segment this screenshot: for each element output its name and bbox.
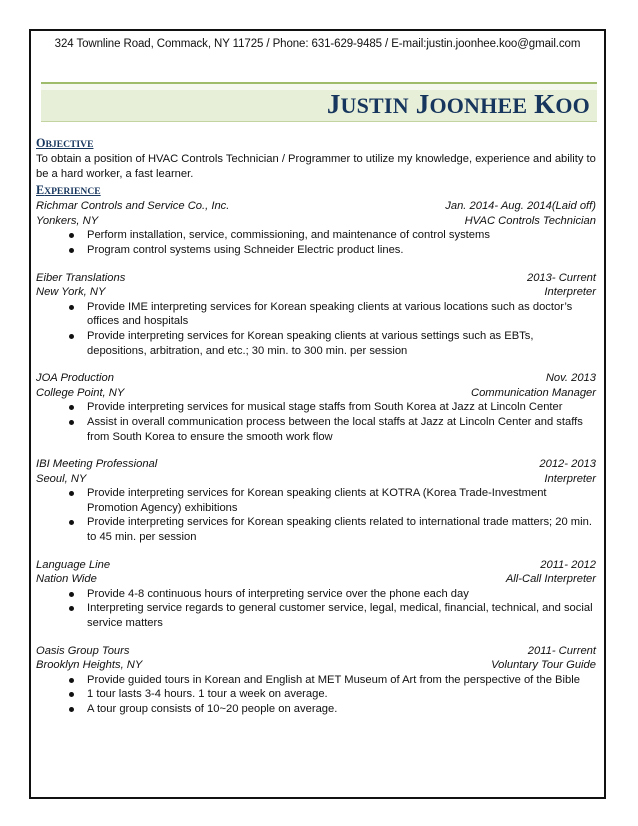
job-dates: Jan. 2014- Aug. 2014(Laid off)	[445, 200, 596, 213]
job-header-row	[36, 271, 596, 286]
bullet-item: Provide interpreting services for Korean speaking clients related to international trade matters; 20 min. to 45 min. per session	[87, 515, 596, 544]
job-location: Brooklyn Heights, NY	[36, 659, 143, 672]
resume-body	[36, 136, 596, 730]
job-subheader-row	[36, 472, 596, 487]
job-entry	[36, 199, 596, 257]
job-company: Language Line	[36, 558, 111, 571]
bullet-item: Provide interpreting services for musical stage staffs from South Korea at Jazz at Lincoln Center	[87, 400, 596, 415]
bullet-item: 1 tour lasts 3-4 hours. 1 tour a week on average.	[87, 687, 596, 702]
bullet-item: A tour group consists of 10~20 people on average.	[87, 702, 596, 717]
job-company: Eiber Translations	[36, 271, 126, 284]
job-dates: 2011- 2012	[540, 558, 596, 571]
bullet-item: Interpreting service regards to general customer service, legal, medical, financial, technical, and social service matters	[87, 601, 596, 630]
job-location: Yonkers, NY	[36, 214, 99, 227]
job-dates: 2011- Current	[527, 644, 596, 657]
job-subheader-row	[36, 572, 596, 587]
bullet-item: Perform installation, service, commissioning, and maintenance of control systems	[87, 228, 596, 243]
job-company: Richmar Controls and Service Co., Inc.	[36, 200, 230, 213]
job-header-row	[36, 371, 596, 386]
job-dates: 2012- 2013	[539, 458, 596, 471]
job-role: HVAC Controls Technician	[464, 214, 596, 227]
job-bullets	[36, 400, 596, 444]
bullet-item: Provide interpreting services for Korean speaking clients at various settings such as EBTs, depositions, arbitration, and etc.; 30 min. to 300 min. per session	[87, 329, 596, 358]
job-entry	[36, 558, 596, 631]
job-role: Interpreter	[544, 472, 596, 485]
job-entry	[36, 371, 596, 444]
job-subheader-row	[36, 658, 596, 673]
experience-list	[36, 199, 596, 716]
job-location: Seoul, NY	[36, 472, 87, 485]
job-bullets	[36, 228, 596, 257]
job-header-row	[36, 558, 596, 573]
bullet-item: Assist in overall communication process between the local staffs at Jazz at Lincoln Center and staffs from South Korea to ensure the smooth work flow	[87, 415, 596, 444]
bullet-item: Provide IME interpreting services for Korean speaking clients at various locations such as doctor’s offices and hospitals	[87, 300, 596, 329]
bullet-item: Provide guided tours in Korean and English at MET Museum of Art from the perspective of the Bible	[87, 673, 596, 688]
job-dates: 2013- Current	[526, 271, 596, 284]
experience-heading: EXPERIENCE	[36, 183, 101, 198]
candidate-name: JUSTIN JOONHEE KOO	[326, 89, 590, 119]
job-header-row	[36, 644, 596, 659]
job-role: All-Call Interpreter	[505, 573, 596, 586]
job-bullets	[36, 673, 596, 717]
objective-heading: OBJECTIVE	[36, 136, 94, 150]
job-role: Interpreter	[544, 286, 596, 299]
job-header-row	[36, 457, 596, 472]
job-entry	[36, 644, 596, 717]
job-company: Oasis Group Tours	[36, 644, 130, 657]
job-bullets	[36, 300, 596, 358]
bullet-item: Provide interpreting services for Korean speaking clients at KOTRA (Korea Trade-Investment Promotion Agency) exhibitions	[87, 486, 596, 515]
job-company: IBI Meeting Professional	[36, 458, 158, 471]
job-role: Voluntary Tour Guide	[491, 659, 596, 672]
contact-line: 324 Townline Road, Commack, NY 11725 / Phone: 631-629-9485 / E-mail:justin.joonhee.koo@gmail.com	[54, 38, 581, 50]
job-location: Nation Wide	[36, 573, 97, 586]
objective-text: To obtain a position of HVAC Controls Technician / Programmer to utilize my knowledge, experience and ability to be a hard worker, a fast learner.	[36, 153, 596, 180]
job-bullets	[36, 486, 596, 544]
job-role: Communication Manager	[471, 386, 596, 399]
job-entry	[36, 271, 596, 359]
job-bullets	[36, 587, 596, 631]
job-location: College Point, NY	[36, 386, 125, 399]
bullet-item: Provide 4-8 continuous hours of interpreting service over the phone each day	[87, 587, 596, 602]
job-dates: Nov. 2013	[545, 372, 596, 385]
job-subheader-row	[36, 386, 596, 401]
job-subheader-row	[36, 285, 596, 300]
job-location: New York, NY	[36, 286, 106, 299]
job-company: JOA Production	[36, 372, 114, 385]
bullet-item: Program control systems using Schneider Electric product lines.	[87, 243, 596, 258]
name-banner	[41, 82, 597, 122]
job-header-row	[36, 199, 596, 214]
job-subheader-row	[36, 214, 596, 229]
job-entry	[36, 457, 596, 545]
